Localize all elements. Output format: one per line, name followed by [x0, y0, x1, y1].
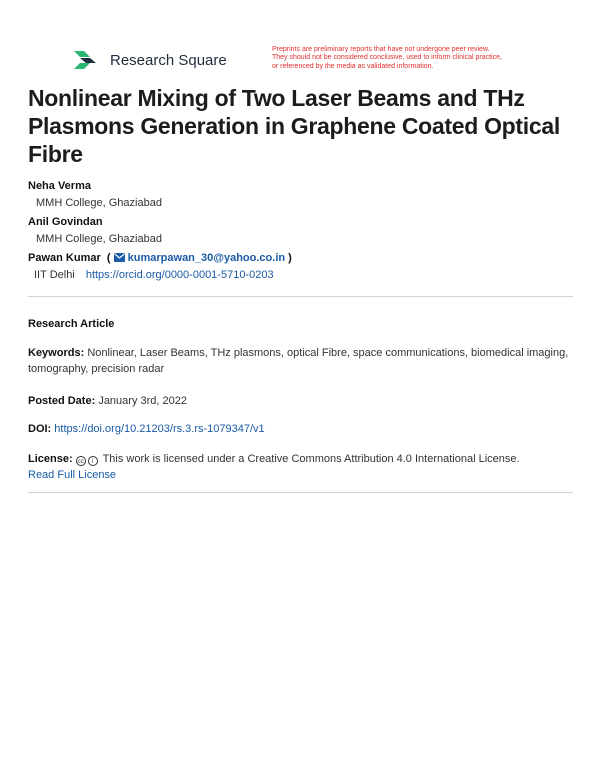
divider	[28, 296, 573, 297]
mail-icon	[114, 253, 125, 265]
posted-date-value: January 3rd, 2022	[98, 395, 187, 407]
keywords-label: Keywords:	[28, 347, 85, 359]
divider	[28, 492, 573, 493]
author-name: Anil Govindan	[28, 216, 103, 228]
article-type: Research Article	[28, 318, 115, 330]
author-name: Pawan Kumar	[28, 252, 101, 264]
author-affiliation: IIT Delhi	[34, 269, 75, 281]
posted-date	[28, 393, 573, 409]
attribution-icon: i	[88, 456, 98, 466]
orcid-link[interactable]: https://orcid.org/0000-0001-5710-0203	[85, 269, 274, 281]
keywords	[28, 345, 573, 377]
license-text: This work is licensed under a Creative Commons Attribution 4.0 International License.	[102, 453, 520, 465]
research-square-chevron-icon	[74, 49, 102, 71]
license	[28, 451, 573, 483]
preprint-disclaimer: Preprints are preliminary reports that have not undergone peer review. They should not be considered conclusive, used to inform clinical practice, or referenced by the media as validated information.	[272, 46, 502, 70]
author-affiliation: MMH College, Ghaziabad	[36, 233, 162, 245]
keywords-text: Nonlinear, Laser Beams, THz plasmons, optical Fibre, space communications, biomedical imaging, tomography, precision radar	[28, 347, 569, 375]
author-affiliation: MMH College, Ghaziabad	[36, 197, 162, 209]
doi-link[interactable]: https://doi.org/10.21203/rs.3.rs-1079347/v1	[54, 423, 265, 435]
author-affiliation-row	[34, 269, 274, 281]
doi-label: DOI:	[28, 423, 52, 435]
author-email-link[interactable]: kumarpawan_30@yahoo.co.in	[127, 252, 286, 264]
posted-date-label: Posted Date:	[28, 395, 96, 407]
corresponding-author: Pawan Kumar ( kumarpawan_30@yahoo.co.in )	[28, 252, 292, 264]
license-label: License:	[28, 453, 73, 465]
paper-title: Nonlinear Mixing of Two Laser Beams and THz Plasmons Generation in Graphene Coated Optical Fibre	[28, 85, 560, 167]
read-full-license-link[interactable]: Read Full License	[28, 469, 117, 481]
author-name: Neha Verma	[28, 180, 91, 192]
research-square-logo[interactable]	[74, 48, 227, 72]
creative-commons-icon: cc	[76, 456, 86, 466]
logo-text: Research Square	[110, 51, 227, 69]
doi	[28, 421, 573, 437]
